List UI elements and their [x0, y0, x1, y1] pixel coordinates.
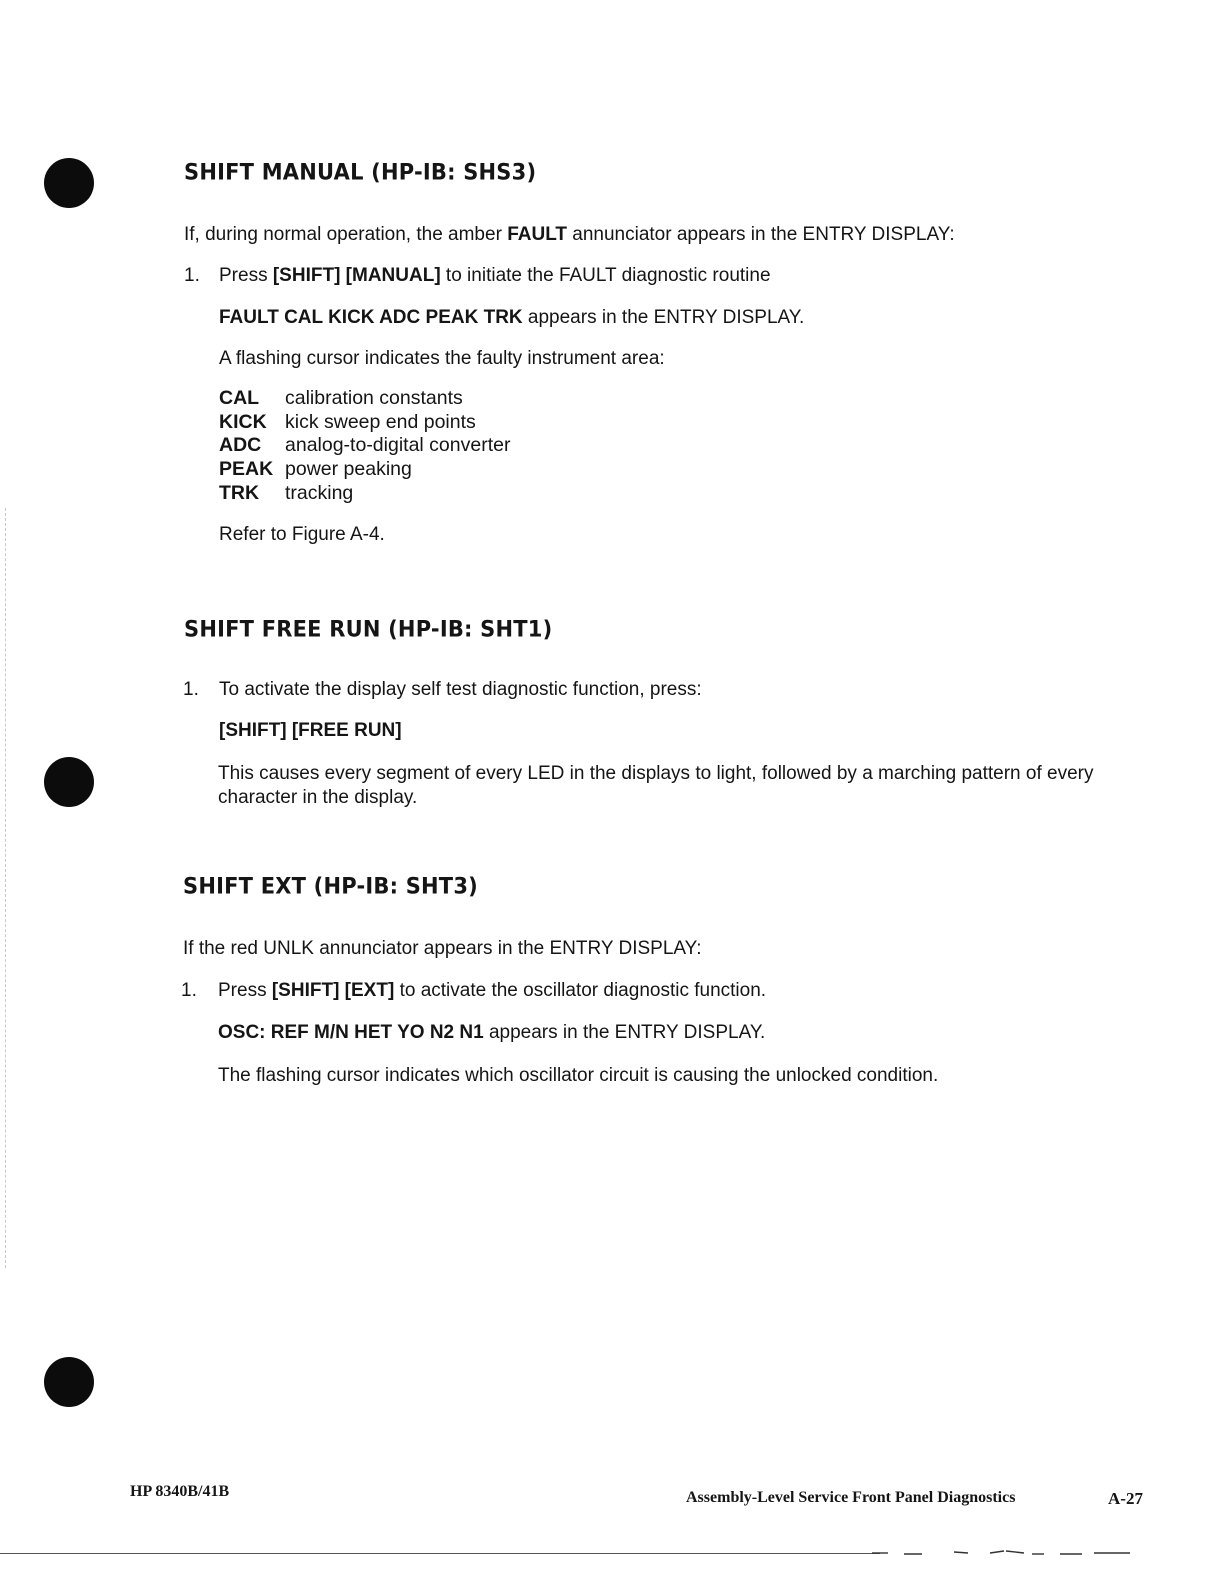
scan-artifact-marks: [868, 1548, 1148, 1558]
osc-display-line: [218, 1021, 765, 1045]
fault-annunciator-term: FAULT: [507, 224, 567, 245]
binder-hole: [44, 158, 94, 208]
step-text: Press: [219, 265, 273, 286]
table-row: [219, 458, 510, 482]
intro-text: If, during normal operation, the amber: [184, 224, 508, 245]
binder-hole: [44, 1357, 94, 1407]
table-row: [219, 482, 510, 506]
term-desc: kick sweep end points: [285, 410, 476, 433]
display-line-tail: appears in the ENTRY DISPLAY.: [483, 1022, 766, 1043]
term-desc: calibration constants: [285, 387, 463, 409]
fault-area-table: [219, 387, 510, 506]
section-heading-shift-free-run: SHIFT FREE RUN (HP-IB: SHT1): [184, 616, 553, 642]
term: KICK: [219, 410, 267, 433]
display-readout: FAULT CAL KICK ADC PEAK TRK: [219, 307, 523, 328]
free-run-step: To activate the display self test diagnostic function, press:: [219, 679, 702, 700]
term-desc: power peaking: [285, 458, 412, 481]
shift-manual-step: [219, 264, 771, 288]
scan-margin-line: [5, 508, 6, 1268]
step-number: 1.: [181, 980, 197, 1001]
step-text-tail: to activate the oscillator diagnostic function.: [394, 980, 767, 1001]
cursor-note: A flashing cursor indicates the faulty instrument area:: [219, 348, 665, 369]
step-text-tail: to initiate the FAULT diagnostic routine: [440, 265, 771, 286]
term-desc: tracking: [285, 481, 354, 504]
term: CAL: [219, 387, 260, 409]
display-line-tail: appears in the ENTRY DISPLAY.: [522, 307, 805, 328]
table-row: [219, 434, 510, 458]
figure-reference: Refer to Figure A-4.: [219, 524, 385, 545]
display-readout: OSC: REF M/N HET YO N2 N1: [218, 1022, 484, 1043]
footer-model: HP 8340B/41B: [130, 1483, 230, 1500]
table-row: [219, 387, 510, 411]
section-heading-shift-ext: SHIFT EXT (HP-IB: SHT3): [183, 873, 478, 899]
term-desc: analog-to-digital converter: [285, 434, 511, 457]
step-number: 1.: [184, 265, 200, 286]
free-run-explanation: This causes every segment of every LED in the displays to light, followed by a marching pattern of every character in the display.: [218, 763, 1094, 808]
shift-manual-intro: [184, 223, 955, 247]
key-sequence: [SHIFT] [MANUAL]: [272, 265, 441, 286]
table-row: [219, 411, 510, 435]
cursor-note: The flashing cursor indicates which oscillator circuit is causing the unlocked condition.: [218, 1065, 939, 1086]
term: TRK: [219, 481, 260, 504]
term: ADC: [219, 434, 262, 457]
key-sequence: [SHIFT] [EXT]: [271, 980, 395, 1001]
step-text: Press: [218, 980, 272, 1001]
step-number: 1.: [183, 679, 199, 700]
intro-text-tail: annunciator appears in the ENTRY DISPLAY:: [567, 224, 955, 245]
section-heading-shift-manual: SHIFT MANUAL (HP-IB: SHS3): [184, 159, 537, 185]
shift-ext-step: [218, 979, 766, 1003]
binder-hole: [44, 757, 94, 807]
term: PEAK: [219, 458, 274, 481]
footer-chapter: Assembly-Level Service Front Panel Diagnostics: [686, 1489, 1016, 1506]
fault-display-line: [219, 306, 804, 330]
bottom-rule: [0, 1553, 880, 1554]
shift-ext-intro: If the red UNLK annunciator appears in the ENTRY DISPLAY:: [183, 938, 702, 959]
page-number: A-27: [1108, 1489, 1143, 1508]
key-sequence: [SHIFT] [FREE RUN]: [219, 720, 402, 741]
